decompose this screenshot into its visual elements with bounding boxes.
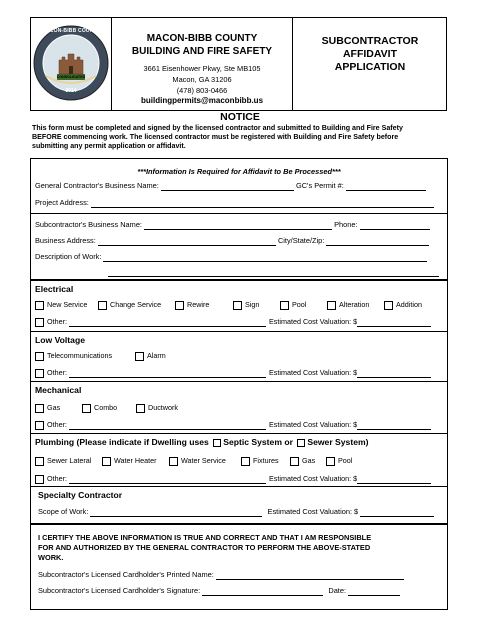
printed-name-label: Subcontractor's Licensed Cardholder's Printed Name:: [38, 570, 214, 579]
checkbox[interactable]: [136, 404, 145, 413]
option-label: Pool: [292, 300, 307, 309]
checkbox[interactable]: [135, 352, 144, 361]
mechanical-valuation-field[interactable]: [357, 421, 431, 430]
section-divider-plumbing: [30, 433, 448, 434]
low-voltage-other-field[interactable]: [69, 369, 266, 378]
option-label: Alteration: [339, 300, 370, 309]
scope-field[interactable]: [90, 508, 262, 517]
org-address: 3661 Eisenhower Pkwy, Ste MB105: [143, 64, 261, 73]
specialty-valuation-label: Estimated Cost Valuation: $: [267, 507, 359, 516]
description-field-1[interactable]: [103, 253, 427, 262]
info-divider: [30, 213, 448, 214]
specialty-valuation-field[interactable]: [360, 508, 434, 517]
scope-label: Scope of Work:: [38, 507, 89, 516]
option-label: Addition: [396, 300, 422, 309]
checkbox[interactable]: [326, 457, 335, 466]
form-title-line-3: APPLICATION: [334, 61, 406, 73]
low-voltage-option-telecommunications[interactable]: [35, 351, 112, 361]
low-voltage-title: Low Voltage: [35, 335, 85, 345]
org-phone: (478) 803-0466: [176, 86, 228, 95]
mechanical-title: Mechanical: [35, 385, 82, 395]
checkbox[interactable]: [169, 457, 178, 466]
gc-permit-label: GC's Permit #:: [295, 181, 344, 190]
seal-ring-bottom: 2014: [65, 88, 77, 94]
certify-statement-1: I CERTIFY THE ABOVE INFORMATION IS TRUE AND CORRECT AND THAT I AM RESPONSIBLE: [38, 533, 372, 542]
plumbing-option-sewer-lateral[interactable]: [35, 456, 91, 466]
option-label: Telecommunications: [47, 351, 113, 360]
mechanical-other-row: [35, 420, 431, 430]
checkbox[interactable]: [175, 301, 184, 310]
certify-statement-3: WORK.: [38, 553, 64, 562]
checkbox[interactable]: [102, 457, 111, 466]
option-label: Ductwork: [148, 403, 178, 412]
date-field[interactable]: [348, 587, 400, 596]
plumbing-title-text: Plumbing (Please indicate if Dwelling uses: [35, 437, 209, 447]
date-label: Date:: [328, 586, 347, 595]
notice-heading: NOTICE: [220, 111, 260, 123]
option-label: Gas: [302, 456, 316, 465]
electrical-other-field[interactable]: [69, 318, 266, 327]
checkbox[interactable]: [280, 301, 289, 310]
plumbing-other-checkbox[interactable]: [35, 475, 44, 484]
checkbox[interactable]: [241, 457, 250, 466]
project-address-label: Project Address:: [35, 198, 89, 207]
option-label: Water Heater: [114, 456, 157, 465]
certify-statement-2: FOR AND AUTHORIZED BY THE GENERAL CONTRACTOR TO PERFORM THE ABOVE-STATED: [38, 543, 371, 552]
option-label: Water Service: [181, 456, 226, 465]
checkbox[interactable]: [35, 352, 44, 361]
other-label: Other:: [47, 368, 67, 377]
business-address-field[interactable]: [98, 237, 276, 246]
department-name: BUILDING AND FIRE SAFETY: [131, 46, 273, 57]
plumbing-option-gas[interactable]: [290, 456, 315, 466]
option-label: Sign: [245, 300, 260, 309]
org-city: Macon, GA 31206: [172, 75, 232, 84]
other-label: Other:: [47, 474, 67, 483]
sub-phone-field[interactable]: [360, 221, 430, 230]
section-divider-certify: [30, 523, 448, 525]
checkbox[interactable]: [384, 301, 393, 310]
city-state-zip-label: City/State/Zip:: [277, 236, 325, 245]
option-label: Combo: [94, 403, 118, 412]
org-email: buildingpermits@maconbibb.us: [140, 96, 264, 105]
electrical-other-row: [35, 317, 431, 327]
sewer-system-checkbox[interactable]: [297, 439, 305, 447]
org-name: MACON-BIBB COUNTY: [146, 33, 258, 44]
seal-ring-middle: CONSOLIDATED: [56, 75, 86, 79]
mechanical-other-checkbox[interactable]: [35, 421, 44, 430]
electrical-option-rewire[interactable]: [175, 300, 209, 310]
option-label: Alarm: [147, 351, 166, 360]
checkbox[interactable]: [290, 457, 299, 466]
option-label: Sewer Lateral: [47, 456, 92, 465]
city-state-zip-field[interactable]: [326, 237, 429, 246]
business-address-row: [35, 236, 429, 246]
sub-name-label: Subcontractor's Business Name:: [35, 220, 142, 229]
option-label: Fixtures: [253, 456, 279, 465]
section-divider-low-voltage: [30, 331, 448, 332]
other-label: Other:: [47, 317, 67, 326]
plumbing-other-field[interactable]: [69, 475, 266, 484]
checkbox[interactable]: [35, 301, 44, 310]
option-label: Change Service: [110, 300, 162, 309]
form-title-line-2: AFFIDAVIT: [342, 48, 398, 60]
checkbox[interactable]: [35, 457, 44, 466]
plumbing-other-row: [35, 474, 431, 484]
sub-name-row: [35, 220, 430, 230]
electrical-option-sign[interactable]: [233, 300, 259, 310]
low-voltage-option-alarm[interactable]: [135, 351, 166, 361]
sub-name-field[interactable]: [144, 221, 332, 230]
valuation-label: Estimated Cost Valuation: $: [268, 420, 358, 429]
plumbing-valuation-field[interactable]: [357, 475, 431, 484]
low-voltage-other-row: [35, 368, 431, 378]
notice-text-1: This form must be completed and signed by the licensed contractor and submitted to Building and Fire Safety: [32, 124, 403, 132]
printed-name-row: [38, 570, 404, 580]
notice-text-3: submitting any permit application or affidavit.: [32, 142, 186, 150]
septic-system-checkbox[interactable]: [213, 439, 221, 447]
mechanical-option-gas[interactable]: [35, 403, 60, 413]
section-divider-mechanical: [30, 381, 448, 382]
electrical-other-checkbox[interactable]: [35, 318, 44, 327]
checkbox[interactable]: [233, 301, 242, 310]
plumbing-option-fixtures[interactable]: [241, 456, 279, 466]
business-address-label: Business Address:: [35, 236, 96, 245]
section-divider-specialty: [30, 486, 448, 487]
description-label: Description of Work:: [35, 252, 102, 261]
plumbing-option-pool[interactable]: [326, 456, 352, 466]
checkbox[interactable]: [327, 301, 336, 310]
valuation-label: Estimated Cost Valuation: $: [268, 474, 358, 483]
mechanical-other-field[interactable]: [69, 421, 266, 430]
checkbox[interactable]: [82, 404, 91, 413]
low-voltage-valuation-field[interactable]: [357, 369, 431, 378]
plumbing-title: [35, 437, 369, 447]
mechanical-option-ductwork[interactable]: [136, 403, 178, 413]
notice-text-2: BEFORE commencing work. The licensed contractor must be registered with Building and Fire Safety before: [32, 133, 399, 141]
septic-system-label: Septic System or: [223, 437, 293, 447]
electrical-option-new-service[interactable]: [35, 300, 87, 310]
gc-name-row: [35, 181, 426, 191]
electrical-title: Electrical: [35, 284, 74, 294]
signature-label: Subcontractor's Licensed Cardholder's Signature:: [38, 586, 201, 595]
specialty-title: Specialty Contractor: [38, 490, 123, 500]
plumbing-option-water-heater[interactable]: [102, 456, 156, 466]
checkbox[interactable]: [98, 301, 107, 310]
gc-name-field[interactable]: [161, 182, 294, 191]
low-voltage-other-checkbox[interactable]: [35, 369, 44, 378]
project-address-field[interactable]: [91, 199, 434, 208]
sub-phone-label: Phone:: [334, 220, 358, 229]
option-label: New Service: [47, 300, 88, 309]
electrical-option-addition[interactable]: [384, 300, 422, 310]
electrical-option-pool[interactable]: [280, 300, 306, 310]
option-label: Gas: [47, 403, 61, 412]
option-label: Rewire: [187, 300, 210, 309]
printed-name-field[interactable]: [216, 571, 404, 580]
form-title-line-1: SUBCONTRACTOR: [321, 35, 419, 47]
electrical-valuation-field[interactable]: [357, 318, 431, 327]
electrical-option-alteration[interactable]: [327, 300, 369, 310]
description-field-2[interactable]: [108, 268, 439, 277]
sewer-system-label: Sewer System): [307, 437, 369, 447]
mechanical-option-combo[interactable]: [82, 403, 117, 413]
option-label: Pool: [338, 456, 353, 465]
required-note: ***Information Is Required for Affidavit to Be Processed***: [137, 167, 341, 176]
signature-field[interactable]: [202, 587, 323, 596]
gc-name-label: General Contractor's Business Name:: [35, 181, 159, 190]
description-row: [35, 252, 427, 262]
description-row-2: [108, 267, 439, 277]
valuation-label: Estimated Cost Valuation: $: [268, 317, 358, 326]
signature-row: [38, 586, 400, 596]
project-address-row: [35, 198, 434, 208]
seal-ring-top: MACON-BIBB COUNTY: [41, 28, 101, 34]
other-label: Other:: [47, 420, 67, 429]
valuation-label: Estimated Cost Valuation: $: [268, 368, 358, 377]
gc-permit-field[interactable]: [346, 182, 426, 191]
specialty-scope-row: [38, 507, 434, 517]
plumbing-option-water-service[interactable]: [169, 456, 226, 466]
electrical-option-change-service[interactable]: [98, 300, 161, 310]
checkbox[interactable]: [35, 404, 44, 413]
section-divider-electrical: [30, 279, 448, 281]
